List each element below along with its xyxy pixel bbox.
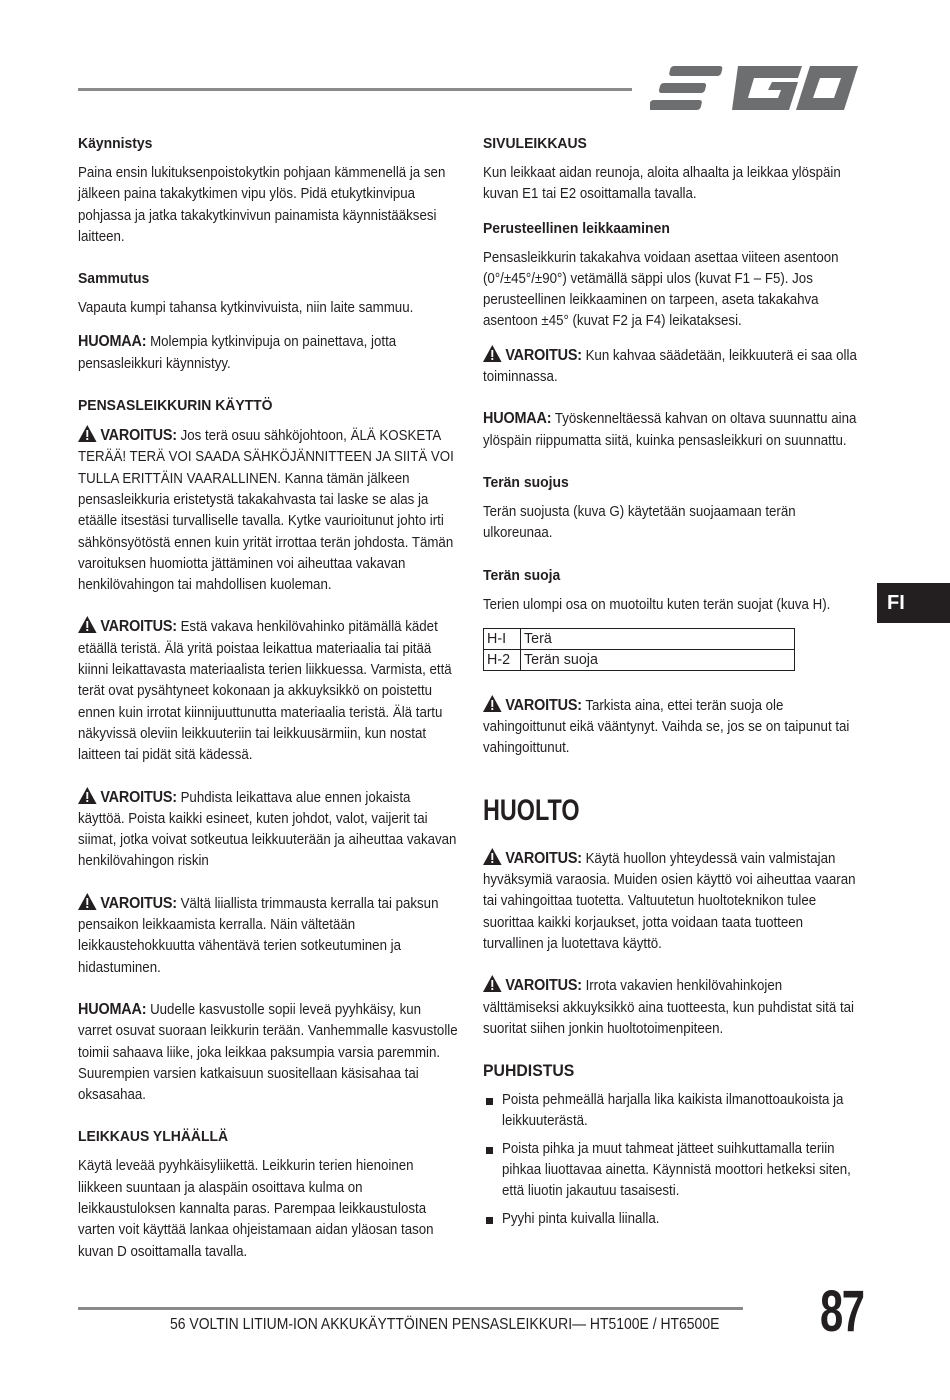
warning-triangle-icon <box>483 345 502 362</box>
warning-text: Kun kahvaa säädetään, leikkuuterä ei saa olla toiminnassa. <box>483 347 857 386</box>
section-title-huolto: HUOLTO <box>483 793 580 827</box>
table-cell-label: Terän suoja <box>521 649 795 670</box>
list-item <box>483 1090 861 1133</box>
note-label: HUOMAA: <box>78 1000 147 1018</box>
note-text: Työskenneltäessä kahvan on oltava suunnattu aina ylöspäin riippumatta siitä, kuinka pensasleikkuri on suunnattu. <box>483 411 857 449</box>
note-label: HUOMAA: <box>483 410 552 428</box>
warning-triangle-icon <box>78 616 97 633</box>
section-title-teran-suojus: Terän suojus <box>483 473 569 491</box>
table-cell-code: H-2 <box>484 649 521 670</box>
section-title-sammutus: Sammutus <box>78 270 150 288</box>
warning-2 <box>78 616 458 766</box>
warning-label: VAROITUS: <box>505 849 582 867</box>
warning-4 <box>78 893 458 979</box>
list-item-text: Poista pihka ja muut tahmeat jätteet suihkuttamalla teriin pihkaa liuottavaa ainetta. Käynnistä moottori hetkeksi siten, että liuotin jakautuu tasaisesti. <box>502 1140 851 1200</box>
warning-triangle-icon <box>78 893 97 910</box>
section-title-sivuleikkaus: SIVULEIKKAUS <box>483 135 587 152</box>
table-row <box>484 649 795 670</box>
table-cell-label: Terä <box>521 628 795 649</box>
parts-table <box>483 628 795 671</box>
note-text: Uudelle kasvustolle sopii leveä pyyhkäisy, kun varret osuvat suoraan leikkurin terään. Vanhemmalle kasvustolle toimii sahaava liike, joka leikkaa paksumpia varsia paremmin. Suurempien varsien katkaisuun suositellaan käsisahaa tai oksasahaa. <box>78 1001 458 1104</box>
warning-triangle-icon <box>78 425 97 442</box>
warning-triangle-icon <box>483 695 502 712</box>
bullet-square-icon <box>486 1147 493 1154</box>
warning-7 <box>483 848 861 955</box>
warning-5 <box>483 345 861 389</box>
footer-title: 56 VOLTIN LITIUM-ION AKKUKÄYTTÖINEN PENSASLEIKKURI— HT5100E / HT6500E <box>170 1316 720 1333</box>
paragraph-teran-suoja: Terien ulompi osa on muotoiltu kuten terän suojat (kuva H). <box>483 596 831 613</box>
list-item-text: Poista pehmeällä harjalla lika kaikista ilmanottoaukoista ja leikkuuterästä. <box>502 1092 844 1130</box>
note-1 <box>78 331 458 375</box>
ego-logo <box>650 62 862 114</box>
bullet-square-icon <box>486 1217 493 1224</box>
note-3 <box>483 408 861 452</box>
note-text: Molempia kytkinvipuja on painettava, jotta pensasleikkuri käynnistyy. <box>78 334 397 372</box>
paragraph-perusteellinen: Pensasleikkurin takakahva voidaan asettaa viiteen asentoon (0°/±45°/±90°) vetämällä säppi ulos (kuvat F1 – F5). Jos perusteellinen leikkaaminen on tarpeen, aseta takakahva asentoon ±45° (kuvat F2 ja F4) leikataksesi. <box>483 249 839 330</box>
section-title-kaynnistys: Käynnistys <box>78 135 153 152</box>
warning-text: Tarkista aina, ettei terän suoja ole vahingoittunut eikä vääntynyt. Vaihda se, jos se on taipunut tai vahingoittunut. <box>483 697 850 757</box>
warning-1 <box>78 425 458 596</box>
header-rule <box>78 88 632 91</box>
language-tab-label: FI <box>887 592 905 614</box>
table-cell-code: H-I <box>484 628 521 649</box>
warning-3 <box>78 787 458 873</box>
paragraph-teran-suojus: Terän suojusta (kuva G) käytetään suojaamaan terän ulkoreunaa. <box>483 503 796 542</box>
list-item <box>483 1139 861 1203</box>
list-item-text: Pyyhi pinta kuivalla liinalla. <box>502 1210 660 1227</box>
warning-text: Jos terä osuu sähköjohtoon, ÄLÄ KOSKETA TERÄÄ! TERÄ VOI SAADA SÄHKÖJÄNNITTEEN JA SIITÄ VOI TULLA ERITTÄIN VAARALLINEN. Kanna tämän jälkeen pensasleikkuria eristetystä takakahvasta tai laske se alas ja etäälle itsestäsi turvalliselle tavalla. Kytke vaurioitunut johto irti sähkönsyötöstä ennen kuin yrität irrottaa terän johdosta. Tämän varoituksen huomiotta jättäminen voi aiheuttaa vakavan henkilövahingon tai mahdollisen kuoleman. <box>78 428 454 594</box>
warning-label: VAROITUS: <box>100 427 177 445</box>
page-number: 87 <box>820 1279 864 1344</box>
section-title-perusteellinen: Perusteellinen leikkaaminen <box>483 219 670 237</box>
warning-label: VAROITUS: <box>100 618 177 636</box>
list-item <box>483 1209 861 1230</box>
bullet-square-icon <box>486 1098 493 1105</box>
warning-6 <box>483 695 861 760</box>
note-label: HUOMAA: <box>78 333 147 351</box>
paragraph-sivuleikkaus: Kun leikkaat aidan reunoja, aloita alhaalta ja leikkaa ylöspäin kuvan E1 tai E2 osoittamalla tavalla. <box>483 165 841 203</box>
warning-label: VAROITUS: <box>505 346 582 364</box>
right-column <box>483 133 861 1236</box>
language-tab <box>877 583 950 623</box>
paragraph-kaynnistys: Paina ensin lukituksenpoistokytkin pohjaan kämmenellä ja sen jälkeen paina takakytkimen vipu ylös. Pidä etukytkinvipua pohjassa ja jatka takakytkinvivun painamista käynnistääksesi laitteen. <box>78 165 446 245</box>
table-row <box>484 628 795 649</box>
warning-8 <box>483 975 861 1040</box>
section-title-puhdistus: PUHDISTUS <box>483 1061 575 1081</box>
warning-triangle-icon <box>78 787 97 804</box>
paragraph-sammutus: Vapauta kumpi tahansa kytkinvivuista, niin laite sammuu. <box>78 300 414 317</box>
warning-text: Puhdista leikattava alue ennen jokaista käyttöä. Poista kaikki esineet, kuten johdot, valot, vaijerit tai siimat, jotka voivat sotkeutua leikkuuterään ja aiheuttaa vakavan henkilövahingon riskin <box>78 789 457 870</box>
paragraph-ylhaalla: Käytä leveää pyyhkäisyliikettä. Leikkurin terien hienoinen liikkeen suuntaan ja alaspäin osoittava kulma on leikkaustuloksen kannalta paras. Parempaa leikkaustulosta varten voit käyttää lankaa ohjeistamaan aidan yläosan tason kuvan D osoittamalla tavalla. <box>78 1158 434 1260</box>
section-title-kaytto: PENSASLEIKKURIN KÄYTTÖ <box>78 397 273 415</box>
left-column <box>78 133 458 1275</box>
warning-text: Estä vakava henkilövahinko pitämällä kädet etäällä teristä. Älä yritä poistaa leikattua materiaalia tai pitää kiinni leikattavasta materiaalista terien liikkuessa. Varmista, että terät ovat pysähtyneet kokonaan ja akkuyksikkö on poistettu ennen kuin irrotat kiinnijuuttunutta materiaalia teristä. Älä tartu näkyvissä oleviin leikkuuteriin tai leikkuusärmiin, kun nostat laitteen tai pidät sitä kädessä. <box>78 619 452 764</box>
warning-label: VAROITUS: <box>505 977 582 995</box>
warning-text: Käytä huollon yhteydessä vain valmistajan hyväksymiä varaosia. Muiden osien käyttö voi aiheuttaa vaaran tai vahingoittaa tuotetta. Valtuutetun huoltoteknikon tulee suorittaa kaikki korjaukset, jotta voidaan taata tuotteen turvallinen ja luotettava käyttö. <box>483 850 856 952</box>
warning-triangle-icon <box>483 848 502 865</box>
section-title-teran-suoja: Terän suoja <box>483 566 561 584</box>
warning-label: VAROITUS: <box>100 788 177 806</box>
section-title-ylhaalla: LEIKKAUS YLHÄÄLLÄ <box>78 1128 229 1146</box>
warning-triangle-icon <box>483 975 502 992</box>
warning-label: VAROITUS: <box>100 894 177 912</box>
footer-rule <box>78 1307 743 1310</box>
warning-text: Vältä liiallista trimmausta kerralla tai paksun pensaikon leikkaamista kerralla. Näin vältetään leikkaustehokkuutta vähentävä terien sotkeutuminen ja hidastuminen. <box>78 895 439 976</box>
warning-label: VAROITUS: <box>505 696 582 714</box>
note-2 <box>78 999 458 1106</box>
cleaning-list <box>483 1090 861 1230</box>
warning-text: Irrota vakavien henkilövahinkojen välttämiseksi akkuyksikkö aina tuotteesta, kun puhdistat sitä tai suoritat siihen jonkin huoltotoimenpiteen. <box>483 978 855 1037</box>
